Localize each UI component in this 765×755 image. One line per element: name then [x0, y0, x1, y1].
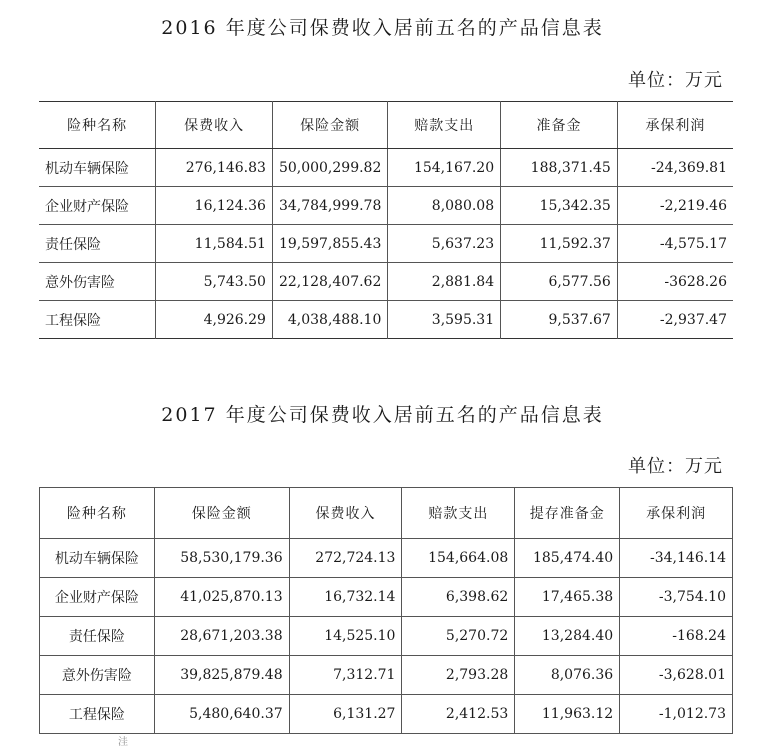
- table-cell: 16,732.14: [289, 578, 402, 617]
- table-row: [39, 149, 733, 187]
- table-cell: 11,963.12: [515, 695, 620, 734]
- table-cell: -3,754.10: [620, 578, 733, 617]
- table-cell: 6,577.56: [501, 263, 618, 301]
- table-row: [39, 225, 733, 263]
- table-cell: 5,480,640.37: [154, 695, 289, 734]
- table-cell: 8,080.08: [388, 187, 501, 225]
- table-cell: 5,270.72: [402, 617, 515, 656]
- table-cell: 工程保险: [45, 312, 101, 329]
- table-row: [39, 263, 733, 301]
- table-cell: -1,012.73: [620, 695, 733, 734]
- table-header-row: [40, 488, 733, 539]
- table-cell: 39,825,879.48: [154, 656, 289, 695]
- table-cell: 6,131.27: [289, 695, 402, 734]
- table-cell: 意外伤害险: [45, 274, 115, 291]
- table-cell: -3,628.01: [620, 656, 733, 695]
- table-row: [40, 539, 733, 578]
- column-header: 承保利润: [620, 488, 733, 539]
- table-cell: 22,128,407.62: [272, 263, 387, 301]
- table-cell: 276,146.83: [156, 149, 273, 187]
- column-header: 保费收入: [289, 488, 402, 539]
- table-cell: 2,793.28: [402, 656, 515, 695]
- column-header: 险种名称: [40, 488, 155, 539]
- table-cell: -2,219.46: [617, 187, 733, 225]
- table-cell: 8,076.36: [515, 656, 620, 695]
- table-cell: 2,412.53: [402, 695, 515, 734]
- table-cell: 185,474.40: [515, 539, 620, 578]
- table-cell: 机动车辆保险: [40, 539, 155, 578]
- table-cell: 272,724.13: [289, 539, 402, 578]
- table-cell: -34,146.14: [620, 539, 733, 578]
- table-cell: 50,000,299.82: [272, 149, 387, 187]
- table-cell: 7,312.71: [289, 656, 402, 695]
- table-cell: 14,525.10: [289, 617, 402, 656]
- table-cell: 58,530,179.36: [154, 539, 289, 578]
- column-header: 承保利润: [617, 102, 733, 149]
- table-cell: -168.24: [620, 617, 733, 656]
- table-cell: 4,926.29: [156, 301, 273, 339]
- table-cell: 41,025,870.13: [154, 578, 289, 617]
- table-cell: -3628.26: [617, 263, 733, 301]
- table-cell: 企业财产保险: [40, 578, 155, 617]
- table-row: [40, 578, 733, 617]
- column-header: 保险金额: [272, 102, 387, 149]
- table-2017-unit: 单位：万元: [628, 456, 723, 477]
- column-header: 保费收入: [156, 102, 273, 149]
- table-cell: 34,784,999.78: [272, 187, 387, 225]
- table-row: [40, 617, 733, 656]
- table-cell: 11,592.37: [501, 225, 618, 263]
- table-2017: [39, 487, 733, 734]
- column-header: 保险金额: [154, 488, 289, 539]
- table-cell: -2,937.47: [617, 301, 733, 339]
- table-cell: 19,597,855.43: [272, 225, 387, 263]
- table-cell: 机动车辆保险: [45, 160, 129, 177]
- table-cell: 2,881.84: [388, 263, 501, 301]
- table-cell: 28,671,203.38: [154, 617, 289, 656]
- table-cell: 5,637.23: [388, 225, 501, 263]
- table-2016-title: 2016 年度公司保费收入居前五名的产品信息表: [161, 17, 604, 39]
- column-header: 赔款支出: [402, 488, 515, 539]
- table-cell: 15,342.35: [501, 187, 618, 225]
- table-cell: 154,664.08: [402, 539, 515, 578]
- column-header: 准备金: [501, 102, 618, 149]
- table-cell: 责任保险: [40, 617, 155, 656]
- table-row: [40, 656, 733, 695]
- column-header: 赔款支出: [388, 102, 501, 149]
- table-cell: 13,284.40: [515, 617, 620, 656]
- table-2017-title: 2017 年度公司保费收入居前五名的产品信息表: [161, 404, 604, 426]
- table-header-row: [39, 102, 733, 149]
- table-row: [39, 187, 733, 225]
- table-2016-unit: 单位：万元: [628, 70, 723, 91]
- table-cell: 企业财产保险: [45, 198, 129, 215]
- table-cell: 责任保险: [45, 236, 101, 253]
- table-cell: 154,167.20: [388, 149, 501, 187]
- table-cell: -24,369.81: [617, 149, 733, 187]
- column-header: 提存准备金: [515, 488, 620, 539]
- table-cell: 4,038,488.10: [272, 301, 387, 339]
- table-cell: 17,465.38: [515, 578, 620, 617]
- table-cell: 11,584.51: [156, 225, 273, 263]
- table-cell: 意外伤害险: [40, 656, 155, 695]
- table-cell: 5,743.50: [156, 263, 273, 301]
- table-cell: 9,537.67: [501, 301, 618, 339]
- column-header: 险种名称: [39, 102, 156, 149]
- footnote-mark: 洼: [118, 737, 128, 748]
- table-row: [40, 695, 733, 734]
- table-cell: 16,124.36: [156, 187, 273, 225]
- table-cell: 188,371.45: [501, 149, 618, 187]
- table-cell: 3,595.31: [388, 301, 501, 339]
- table-cell: -4,575.17: [617, 225, 733, 263]
- table-row: [39, 301, 733, 339]
- table-cell: 工程保险: [40, 695, 155, 734]
- table-cell: 6,398.62: [402, 578, 515, 617]
- table-2016: [39, 101, 733, 339]
